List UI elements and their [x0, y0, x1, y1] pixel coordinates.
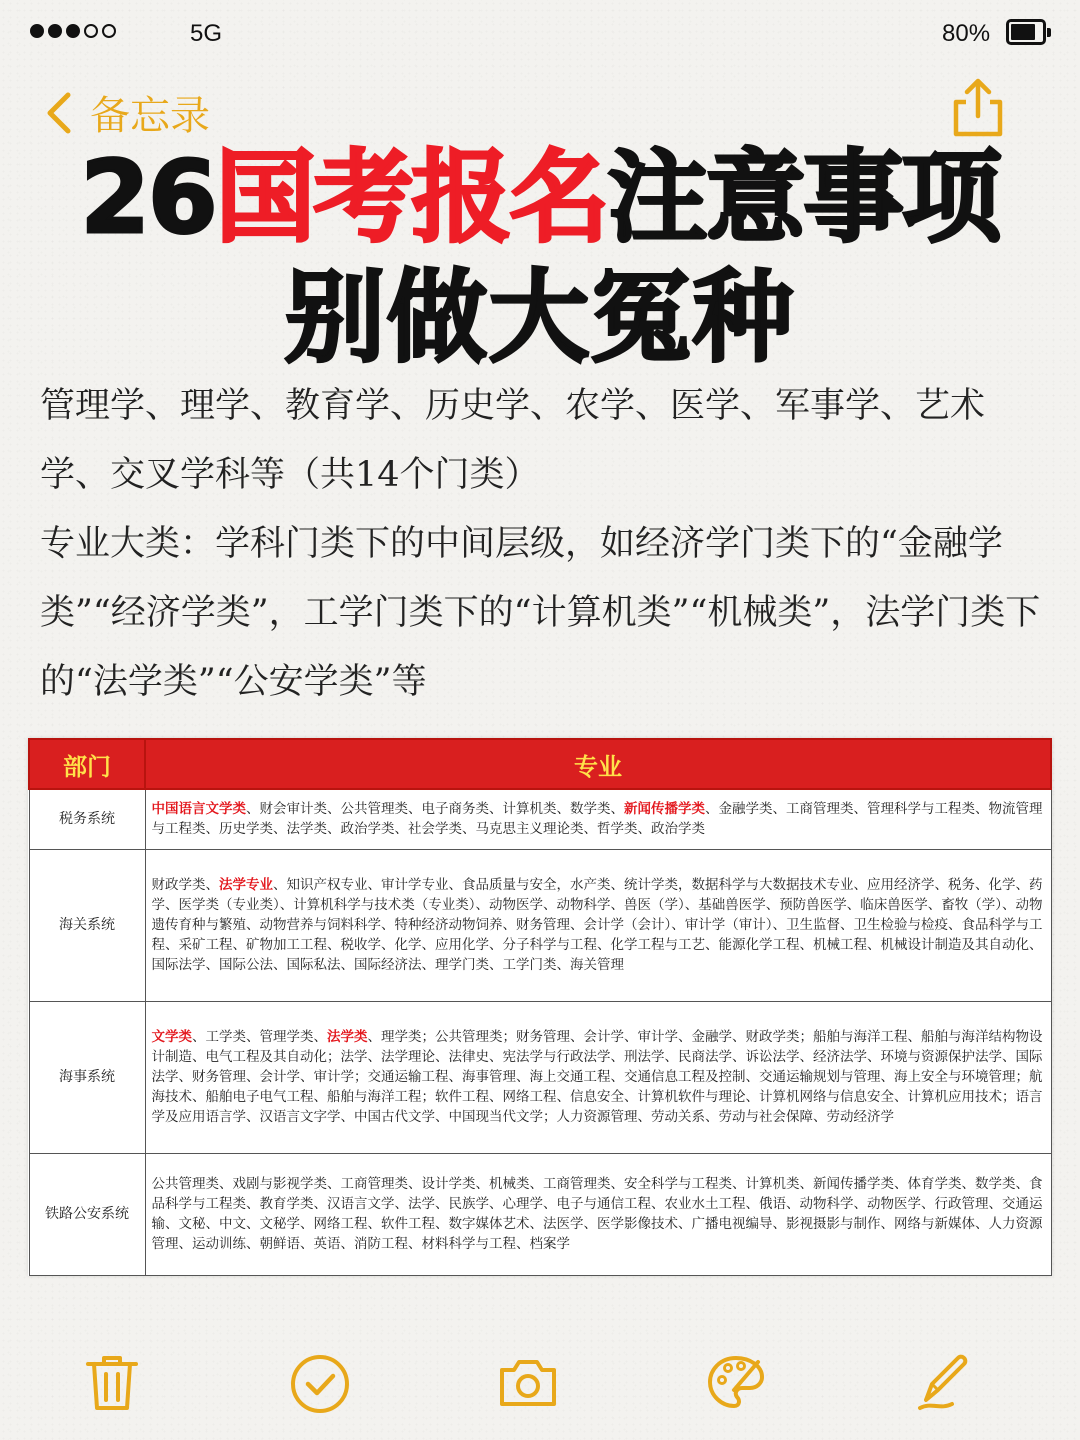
- highlighted-major: 法学类: [327, 1029, 368, 1045]
- trash-icon[interactable]: [80, 1350, 144, 1414]
- battery-fill: [1011, 24, 1035, 40]
- table-header-majors: 专业: [145, 739, 1051, 789]
- pen-icon[interactable]: [912, 1350, 976, 1414]
- battery-icon: [1006, 19, 1046, 45]
- note-body[interactable]: [40, 372, 1050, 717]
- major-text: 、财会审计类、公共管理类、电子商务类、计算机类、数学类、: [246, 801, 624, 818]
- status-bar: [0, 0, 1080, 70]
- chevron-left-icon: [40, 89, 80, 137]
- headline-suffix: 注意事项: [607, 139, 1000, 256]
- major-text: 、金融学类、工商管理类、管理科学与工程类、物流管理与工程类、历史学类、法学类、政治学类、社会学类、马克思主义理论类、哲学类、政治学类: [151, 801, 1043, 838]
- signal-dot: [30, 24, 44, 38]
- major-text: 财政学类、: [151, 877, 219, 893]
- headline-number: 26: [80, 139, 216, 256]
- majors-cell: [145, 1153, 1051, 1275]
- dept-cell: 海事系统: [29, 1001, 145, 1153]
- table-header-dept: 部门: [29, 739, 145, 789]
- table-row: [29, 789, 1051, 849]
- major-text: 、理学类；公共管理类；财务管理、会计学、审计学、金融学、财政学类；船舶与海洋工程、船舶与海洋结构物设计制造、电气工程及其自动化；法学、法学理论、法律史、宪法学与行政法学、刑法学、民商法学、诉讼法学、经济法学、环境与资源保护法学、国际法学、财务管理、会计学、审计学；交通运输工程、海事管理、海上交通工程、交通信息工程及控制、交通运输规划与管理、海上安全与环境管理；航海技术、船舶电子电气工程、船舶与海洋工程；软件工程、网络工程、信息安全、计算机软件与理论、计算机网络与信息安全、计算机应用技术；语言学及应用语言学、汉语言文字学、中国古代文学、中国现当代文学；人力资源管理、劳动关系、劳动与社会保障、劳动经济学: [151, 1029, 1043, 1125]
- highlighted-major: 文学类: [151, 1029, 192, 1045]
- majors-table: [28, 738, 1052, 1276]
- dept-cell: 铁路公安系统: [29, 1153, 145, 1275]
- palette-icon[interactable]: [704, 1350, 768, 1414]
- major-text: 公共管理类、戏剧与影视学类、工商管理类、设计学类、机械类、工商管理类、安全科学与工程类、计算机类、新闻传播学类、体育学类、数学类、食品科学与工程类、教育学类、汉语言文学、法学、民族学、心理学、电子与通信工程、农业水土工程、俄语、动物科学、动物医学、行政管理、交通运输、文秘、中文、文秘学、网络工程、软件工程、数字媒体艺术、法医学、医学影像技术、广播电视编导、影视摄影与制作、网络与新媒体、人力资源管理、运动训练、朝鲜语、英语、消防工程、材料科学与工程、档案学: [151, 1176, 1043, 1252]
- share-icon[interactable]: [948, 76, 1008, 140]
- majors-table-image: [28, 738, 1052, 1276]
- back-button[interactable]: [40, 84, 210, 141]
- majors-cell: [145, 1001, 1051, 1153]
- signal-dot: [66, 24, 80, 38]
- battery-percent: 80%: [942, 20, 991, 47]
- signal-dot: [48, 24, 62, 38]
- majors-cell: [145, 849, 1051, 1001]
- major-text: 、工学类、管理学类、: [192, 1029, 327, 1045]
- headline-highlight: 国考报名: [215, 139, 608, 256]
- dept-cell: 海关系统: [29, 849, 145, 1001]
- signal-dot: [84, 24, 98, 38]
- highlighted-major: 新闻传播学类: [624, 801, 705, 818]
- back-label: 备忘录: [90, 93, 210, 139]
- checkmark-icon[interactable]: [288, 1350, 352, 1414]
- note-paragraph: 管理学、理学、教育学、历史学、农学、医学、军事学、艺术学、交叉学科等（共14个门类）: [40, 386, 986, 495]
- highlighted-major: 中国语言文学类: [151, 801, 246, 818]
- bottom-toolbar: [0, 1350, 1080, 1420]
- table-row: [29, 849, 1051, 1001]
- camera-icon[interactable]: [496, 1350, 560, 1414]
- note-paragraph: 专业大类：学科门类下的中间层级，如经济学门类下的“金融学类”“经济学类”，工学门类下的“计算机类”“机械类”，法学门类下的“法学类”“公安学类”等: [40, 524, 1041, 702]
- majors-cell: [145, 789, 1051, 849]
- table-header-row: [29, 739, 1051, 789]
- highlighted-major: 法学专业: [219, 877, 273, 893]
- major-text: 、知识产权专业、审计学专业、食品质量与安全，水产类、统计学类，数据科学与大数据技术专业、应用经济学、税务、化学、药学、医学类（专业类）、计算机科学与技术类（专业类）、动物医学、动物科学、兽医（学）、基础兽医学、预防兽医学、临床兽医学、畜牧（学）、动物遗传育种与繁殖、动物营养与饲料科学、特种经济动物饲养、财务管理、会计学（会计）、审计学（审计）、卫生监督、卫生检验与检疫、食品科学与工程、采矿工程、矿物加工工程、税收学、化学、应用化学、分子科学与工程、化学工程与工艺、能源化学工程、机械工程、机械设计制造及其自动化、国际法学、国际公法、国际私法、国际经济法、理学门类、工学门类、海关管理: [151, 877, 1043, 973]
- signal-dot: [102, 24, 116, 38]
- headline-line-1: [0, 140, 1080, 256]
- network-type: 5G: [190, 20, 223, 47]
- table-row: [29, 1153, 1051, 1275]
- battery-tip: [1047, 28, 1051, 37]
- table-row: [29, 1001, 1051, 1153]
- signal-strength-icon: [30, 24, 116, 38]
- headline-line-2: 别做大冤种: [285, 259, 795, 376]
- dept-cell: 税务系统: [29, 789, 145, 849]
